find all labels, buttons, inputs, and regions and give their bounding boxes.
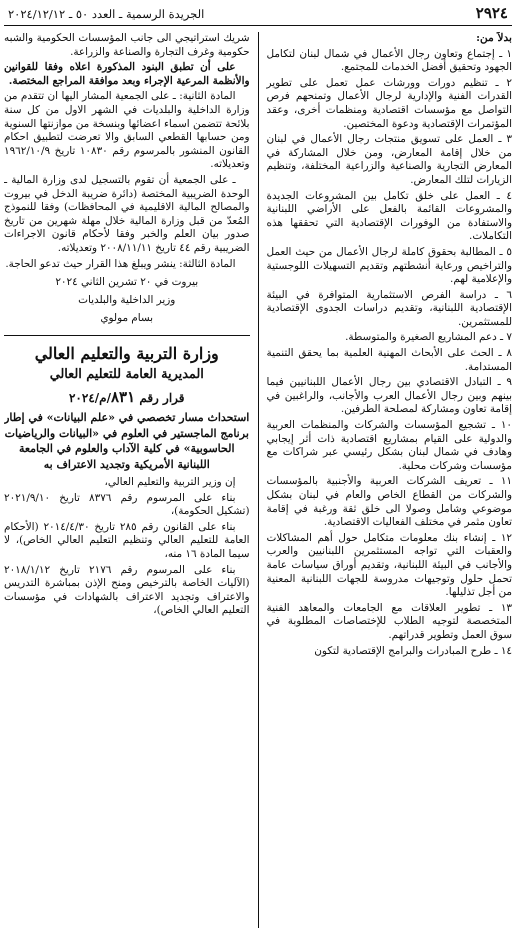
objective-item-8: ٨ ـ الحث على الأبحاث المهنية العلمية بما يحقق التنمية المستدامة.	[266, 347, 512, 373]
preamble-decree-2176: بناء على المرسوم رقم ٢١٧٦ تاريخ ٢٠١٨/١/١٢ (الآليات الخاصة بالترخيص ومنح الإذن بمباشرة التدريس والاعتراف وتجديد الاعتراف بالشهادات في مؤسسات التعليم العالي الخاص)،	[4, 563, 250, 617]
objective-item-14: ١٤ ـ طرح المبادرات والبرامج الإقتصادية لتكون	[314, 644, 512, 657]
signature-date: بيروت في ٢٠ تشرين الثاني ٢٠٢٤	[55, 276, 199, 289]
article-two: المادة الثانية: ـ على الجمعية المشار اليها ان تتقدم من وزارة الداخلية والبلديات في الشهر الاول من كل سنة بلائحة تتضمن اسماء اعضائها وبنسخة من موازنتها السنوية ومن حسابها القطعي السابق والا تعرضت لتطبيق احكام القانون المنشور بالمرسوم رقم ١٠٨٣٠ تاريخ ١٩٦٢/١٠/٩ وتعديلاته.	[4, 90, 250, 171]
continuation-text: شريك استراتيجي الى جانب المؤسسات الحكومية والشبه حكومية وغرف التجارة والصناعة والزراعة.	[4, 32, 250, 58]
page-header	[4, 4, 512, 26]
objective-item-7: ٧ ـ دعم المشاريع الصغيرة والمتوسطة.	[345, 331, 512, 344]
directorate-title: المديرية العامة للتعليم العالي	[49, 367, 204, 383]
objective-item-5: ٥ ـ المطالبة بحقوق كاملة لرجال الأعمال من حيث العمل والتراخيص ورعاية أنشطتهم وتقديم التسهيلات اللوجستية والإعلامية لهم.	[266, 245, 512, 286]
objective-item-11: ١١ ـ تعريف الشركات العربية والأجنبية بالمؤسسات والشركات من القطاع الخاص والعام في لبنان بشكل موضوعي وشامل وصولا الى خلق ثقة ورغبة في إقامة تعاون مثمر في مختلف الفعاليات الاقتصادية.	[266, 475, 512, 529]
signature-name: بسام مولوي	[100, 312, 154, 325]
instead-of-lead: بدلاً من:	[476, 32, 512, 44]
preamble-decree-8376: بناء على المرسوم رقم ٨٣٧٦ تاريخ ٢٠٢١/٩/١٠ (تشكيل الحكومة)،	[4, 491, 250, 518]
decision-prefix: قرار رقم	[139, 391, 185, 406]
article-two-tax-registration: ـ على الجمعية أن تقوم بالتسجيل لدى وزارة المالية ـ الوحدة الضريبية المختصة (دائرة ضريبة الدخل في بيروت والمصالح المالية الاقليمية في المحافظات) وفقا للنموذج المُعدّ من قبل وزارة المالية خلال مهلة شهرين من تاريخ صدور بيان العلم والخبر وفقا لأحكام قانون الاجراءات الضريبية رقم ٤٤ تاريخ ٢٠٠٨/١١/١١ وتعديلاته.	[4, 173, 250, 254]
page-number: ٢٩٢٤	[475, 4, 508, 22]
ministry-title: وزارة التربية والتعليم العالي	[34, 344, 219, 364]
signature-title: وزير الداخلية والبلديات	[78, 294, 176, 307]
preamble-minister: إن وزير التربية والتعليم العالي،	[104, 476, 236, 489]
objective-item-4: ٤ ـ العمل على خلق تكامل بين المشروعات الجديدة والمشروعات القائمة بالفعل على الأراضي اللبنانية والاستفادة من الوفورات الإقتصادية التي تحققها هذه التكاملات.	[266, 189, 512, 243]
objective-item-1: ١ ـ إجتماع وتعاون رجال الأعمال في شمال لبنان لتكامل الجهود وتحقيق أفضل الخدمات للمجتمع.	[266, 47, 512, 74]
objective-item-9: ٩ ـ التبادل الاقتصادي بين رجال الأعمال اللبنانيين فيما بينهم وبين رجال الأعمال العرب والأجانب، والراغبين في إقامة تعاون ومشاركة لمصلحة الطرفين.	[266, 376, 512, 416]
condition-clause: على أن تطبق البنود المذكورة اعلاه وفقا للقوانين والأنظمة المرعية الإجراء وبعد موافقة المراجع المختصة.	[4, 61, 250, 87]
objective-item-3: ٣ ـ العمل على تسويق منتجات رجال الأعمال في لبنان من خلال إقامة المعارض، ومن خلال المشاركة في المعارض التجارية والصناعية والزراعية المختلفة، وتنظيم الزيارات لتلك المعارض.	[266, 133, 512, 186]
article-three: المادة الثالثة: ينشر ويبلغ هذا القرار حيث تدعو الحاجة.	[5, 257, 236, 270]
gazette-issue-line: الجريدة الرسمية ـ العدد ٥٠ ـ ٢٠٢٤/١٢/١٢	[8, 7, 205, 21]
decision-subject: استحداث مسار تخصصي في «علم البيانات» في إطار برنامج الماجستير في العلوم في «البيانات والرياضيات الحاسوبية» في كلية الآداب والعلوم في الجامعة اللبنانية الأمريكية وتجديد الاعتراف به	[4, 411, 250, 471]
decision-suffix: /م/٢٠٢٤	[68, 391, 111, 406]
objective-item-6: ٦ ـ دراسة الفرص الاستثمارية المتوافرة في البيئة الإقتصادية اللبنانية، وتقديم دراسات الجدوى الإقتصادية للمستثمرين.	[266, 288, 512, 328]
objective-item-13: ١٣ ـ تطوير العلاقات مع الجامعات والمعاهد الفنية المتخصصة لتوجيه الطلاب للإختصاصات المطلوبة في سوق العمل وتطوير قدراتهم.	[266, 601, 512, 641]
objective-item-2: ٢ ـ تنظيم دورات وورشات عمل تعمل على تطوير القدرات الفنية والإدارية لرجال الأعمال وتمنحهم فرص التواصل مع مؤسسات اقتصادية ومنظمات أخرى، وعقد المؤتمرات الإقتصادية ودعوة المختصين.	[266, 76, 512, 130]
section-separator	[4, 335, 250, 336]
preamble-law-285: بناء على القانون رقم ٢٨٥ تاريخ ٢٠١٤/٤/٣٠ (الأحكام العامة للتعليم العالي وتنظيم التعليم العالي الخاص)، لا سيما المادة ١٦ منه،	[4, 520, 250, 561]
objective-item-12: ١٢ ـ إنشاء بنك معلومات متكامل حول أهم المشاكلات والعقبات التي تواجه المستثمرين اللبنانيين والعرب والأجانب في البيئة اللبنانية، وتقديم أوراق سياسات عامة تحمل حلول وتوجيهات مدروسة للجهات اللبنانية المعنية من أجل تذليلها.	[266, 531, 512, 599]
objective-item-10: ١٠ ـ تشجيع المؤسسات والشركات والمنظمات العربية والدولية على القيام بمشاريع اقتصادية ذات أثر إيجابي وهادف في شمال لبنان بشكل رئيسي عبر شراكات مع مؤسسات وشركات محلية.	[266, 419, 512, 472]
two-column-body	[4, 32, 512, 928]
signature-block	[4, 275, 250, 325]
decision-number: ٨٣١	[110, 388, 136, 407]
left-column	[4, 32, 254, 928]
right-column	[263, 32, 513, 928]
decision-number-line	[4, 388, 250, 406]
column-divider	[258, 32, 259, 928]
